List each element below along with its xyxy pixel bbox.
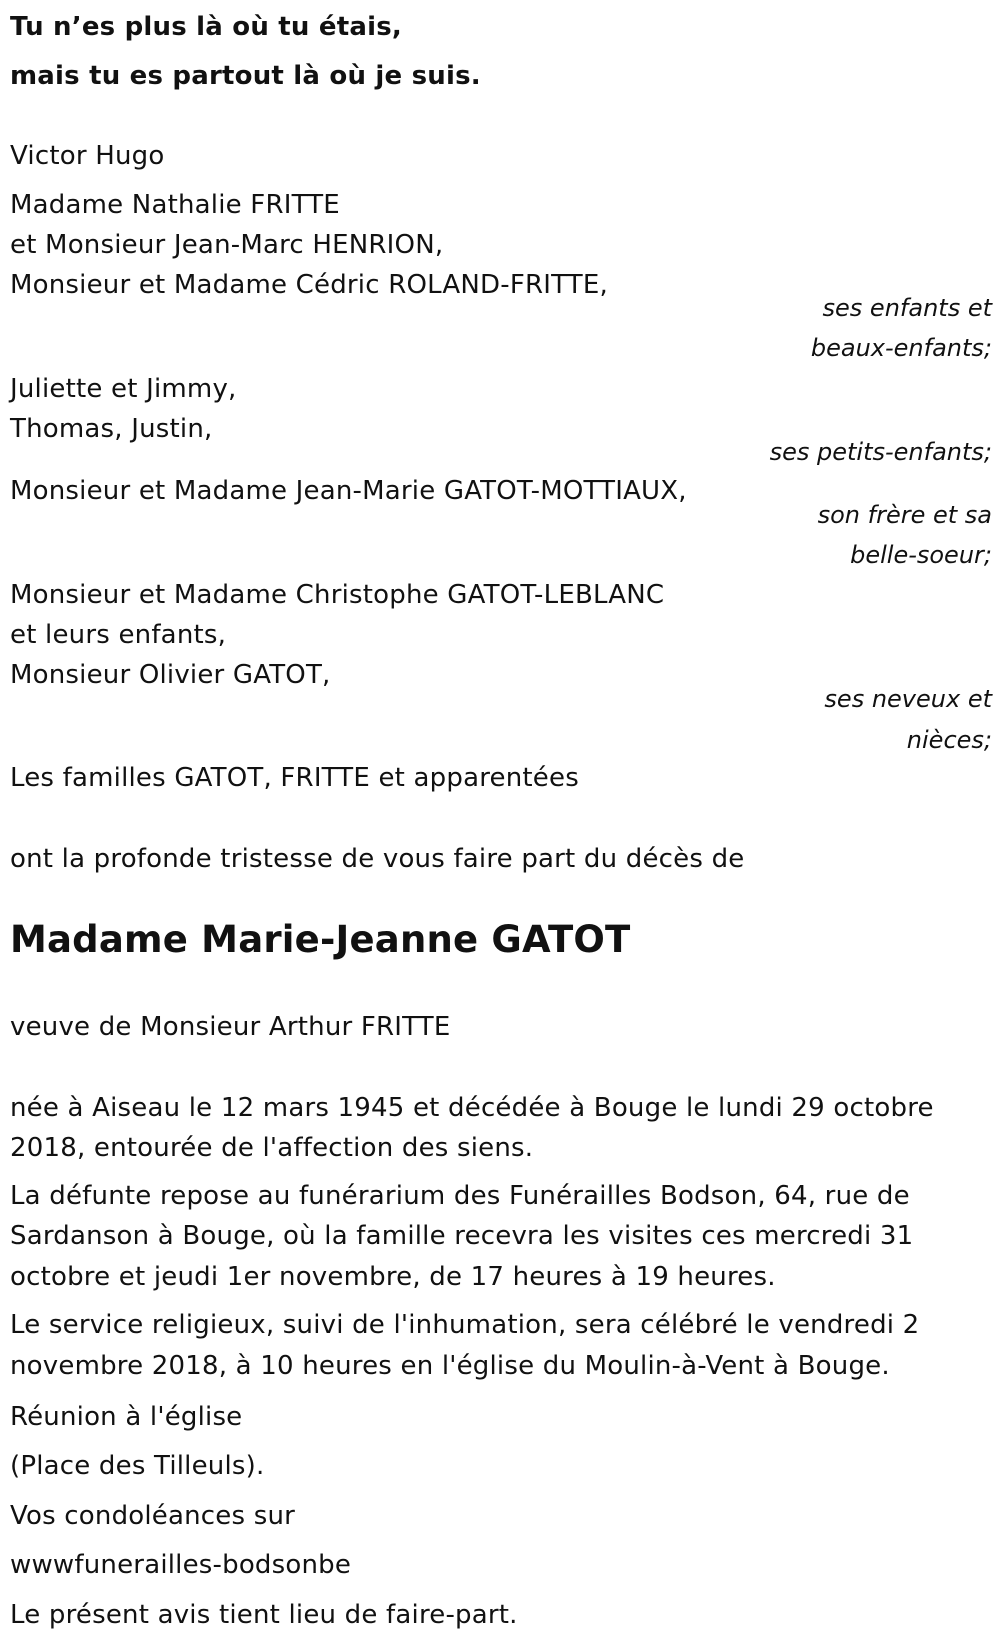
nephews-line: et leurs enfants,: [10, 620, 227, 650]
body-line: (Place des Tilleuls).: [10, 1451, 265, 1481]
body-line: Le service religieux, suivi de l'inhumation, sera célébré le vendredi 2: [10, 1310, 920, 1340]
nephews-line: Monsieur Olivier GATOT,: [10, 660, 331, 690]
grandchildren-line: Juliette et Jimmy,: [10, 374, 237, 404]
body-line: Réunion à l'église: [10, 1402, 243, 1432]
children-role: ses enfants et: [822, 294, 992, 322]
children-line: Monsieur et Madame Cédric ROLAND-FRITTE,: [10, 270, 608, 300]
quote-line: Tu n’es plus là où tu étais,: [10, 12, 402, 42]
nephews-line: Monsieur et Madame Christophe GATOT-LEBLANC: [10, 580, 665, 610]
body-line: née à Aiseau le 12 mars 1945 et décédée à Bouge le lundi 29 octobre: [10, 1093, 934, 1123]
body-line: Le présent avis tient lieu de faire-part.: [10, 1600, 518, 1630]
children-line: Madame Nathalie FRITTE: [10, 190, 340, 220]
body-line: Sardanson à Bouge, où la famille recevra les visites ces mercredi 31: [10, 1221, 914, 1251]
quote-author: Victor Hugo: [10, 141, 165, 171]
families-line: Les familles GATOT, FRITTE et apparentées: [10, 763, 579, 793]
grandchildren-line: Thomas, Justin,: [10, 414, 213, 444]
nephews-role: nièces;: [906, 726, 992, 754]
deceased-name: Madame Marie-Jeanne GATOT: [10, 918, 631, 961]
quote-line: mais tu es partout là où je suis.: [10, 61, 481, 91]
website-text: wwwfunerailles-bodsonbe: [10, 1550, 352, 1580]
body-line: octobre et jeudi 1er novembre, de 17 heures à 19 heures.: [10, 1262, 776, 1292]
nephews-role: ses neveux et: [824, 685, 992, 713]
children-line: et Monsieur Jean-Marc HENRION,: [10, 230, 444, 260]
children-role: beaux-enfants;: [810, 334, 992, 362]
siblings-role: belle-soeur;: [850, 541, 992, 569]
siblings-role: son frère et sa: [817, 501, 992, 529]
body-line: La défunte repose au funérarium des Funérailles Bodson, 64, rue de: [10, 1181, 910, 1211]
grandchildren-role: ses petits-enfants;: [769, 438, 992, 466]
siblings-line: Monsieur et Madame Jean-Marie GATOT-MOTTIAUX,: [10, 476, 687, 506]
widow-of: veuve de Monsieur Arthur FRITTE: [10, 1012, 451, 1042]
body-line: novembre 2018, à 10 heures en l'église du Moulin-à-Vent à Bouge.: [10, 1351, 890, 1381]
body-line: 2018, entourée de l'affection des siens.: [10, 1133, 534, 1163]
announcement: ont la profonde tristesse de vous faire part du décès de: [10, 844, 745, 874]
body-line: Vos condoléances sur: [10, 1501, 296, 1531]
